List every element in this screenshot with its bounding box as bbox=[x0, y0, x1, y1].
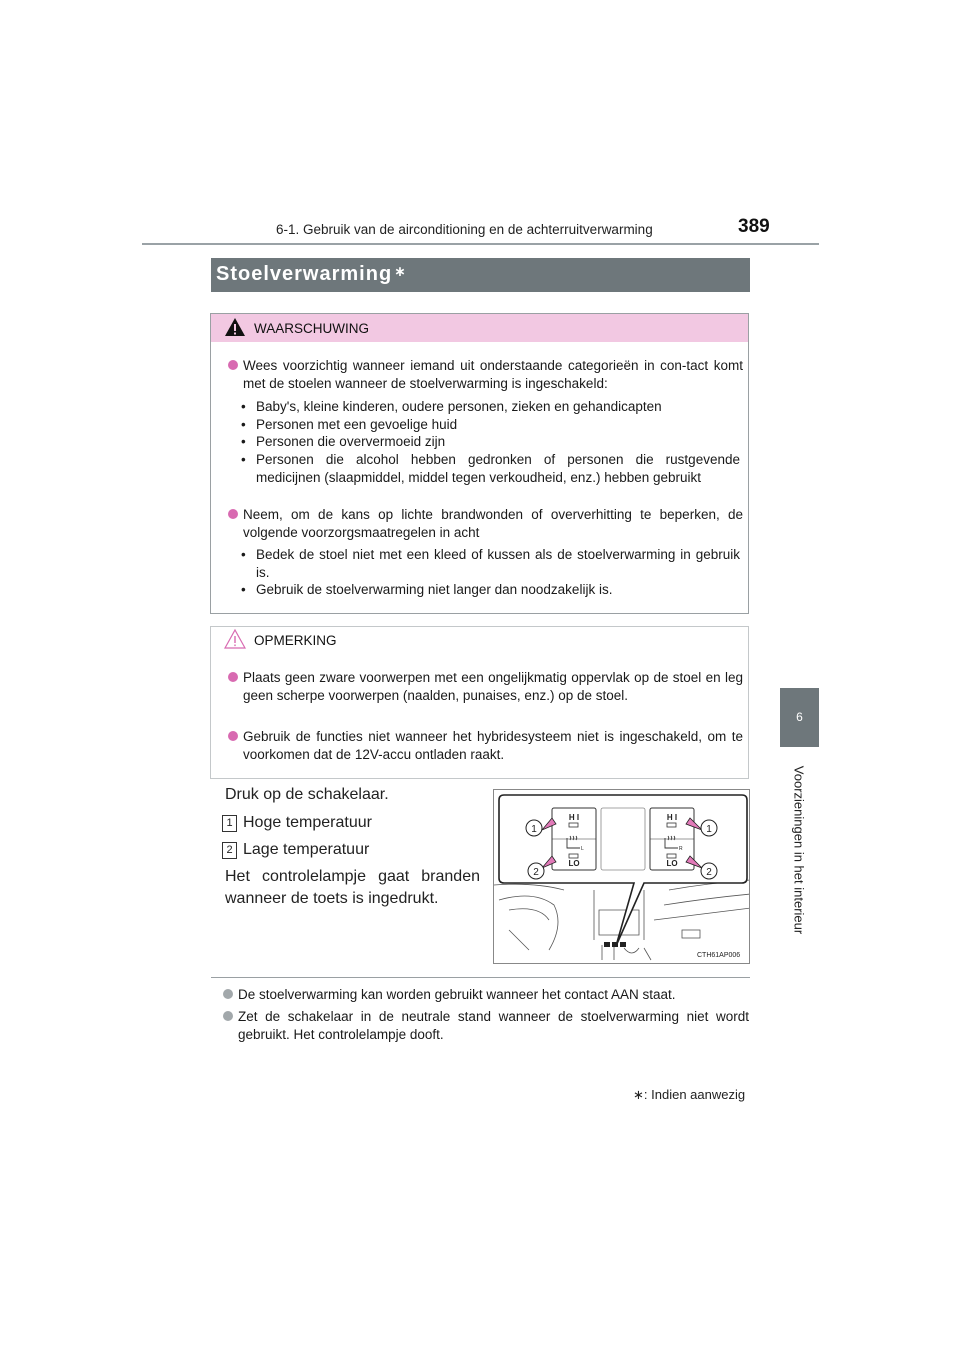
warning-sub-text: Personen met een gevoelige huid bbox=[256, 417, 458, 432]
callout-2-right: 2 bbox=[706, 867, 712, 878]
seat-heater-diagram bbox=[494, 790, 750, 964]
page-title bbox=[216, 263, 407, 286]
warning-sub-item: • Personen die alcohol hebben gedronken of personen die rustgevende medicijnen (slaapmiddel, middel tegen verkoudheid, enz.) hebben gebruikt bbox=[241, 452, 740, 485]
right-hi-label: H I bbox=[666, 813, 678, 822]
warning-title: WAARSCHUWING bbox=[254, 321, 369, 336]
page-title-text: Stoelverwarming bbox=[216, 263, 393, 285]
instruction-intro: Druk op de schakelaar. bbox=[225, 786, 389, 803]
warning-item-2 bbox=[243, 506, 743, 541]
bullet-icon bbox=[228, 509, 238, 519]
note-title: OPMERKING bbox=[254, 633, 337, 648]
note-item bbox=[243, 728, 743, 763]
section-heading: 6-1. Gebruik van de airconditioning en de achterruitverwarming bbox=[276, 222, 653, 237]
warning-triangle-icon bbox=[224, 316, 246, 343]
page-number: 389 bbox=[738, 216, 770, 237]
warning-sub-text: Baby's, kleine kinderen, oudere personen, zieken en gehandicapten bbox=[256, 399, 662, 414]
warning-item-1 bbox=[243, 357, 743, 392]
right-mark: R bbox=[679, 846, 683, 852]
callout-1-right: 1 bbox=[706, 824, 712, 835]
step-text-2: Lage temperatuur bbox=[243, 841, 370, 858]
seat-heater-illustration bbox=[493, 789, 750, 964]
warning-sub-item: • Gebruik de stoelverwarming niet langer dan noodzakelijk is. bbox=[241, 582, 613, 597]
chapter-label: Voorzieningen in het interieur bbox=[791, 765, 807, 935]
bullet-icon bbox=[223, 1011, 233, 1021]
illustration-code: CTH61AP006 bbox=[697, 952, 741, 959]
warning-sub-item: • Personen met een gevoelige huid bbox=[241, 417, 458, 432]
warning-sub-item: • Bedek de stoel niet met een kleed of kussen als de stoelverwarming in gebruik is. bbox=[241, 547, 740, 580]
bottom-note bbox=[238, 986, 749, 1004]
left-lo-label: LO bbox=[568, 859, 580, 868]
warning-sub-item: • Baby's, kleine kinderen, oudere personen, zieken en gehandicapten bbox=[241, 399, 662, 414]
warning-sub-text: Personen die alcohol hebben gedronken of personen die rustgevende medicijnen (slaapmiddel, middel tegen verkoudheid, enz.) hebben gebruikt bbox=[256, 452, 740, 485]
warning-sub-text: Personen die oververmoeid zijn bbox=[256, 434, 446, 449]
note-item-text: Gebruik de functies niet wanneer het hybridesysteem niet is ingeschakeld, om te voorkomen dat de 12V-accu ontladen raakt. bbox=[243, 729, 743, 762]
warning-sub-text: Bedek de stoel niet met een kleed of kussen als de stoelverwarming in gebruik is. bbox=[256, 547, 740, 580]
left-hi-label: H I bbox=[568, 813, 580, 822]
bottom-note bbox=[238, 1008, 749, 1043]
left-mark: L bbox=[581, 846, 584, 852]
bottom-note-text: Zet de schakelaar in de neutrale stand wanneer de stoelverwarming niet wordt gebruikt. Het controlelampje dooft. bbox=[238, 1009, 749, 1042]
instruction-line-1: Het controlelampje gaat branden bbox=[225, 868, 480, 885]
title-star: ∗ bbox=[394, 263, 407, 279]
warning-item-1-text: Wees voorzichtig wanneer iemand uit onderstaande categorieën in con-tact komt met de stoelen wanneer de stoelverwarming is ingeschakeld: bbox=[243, 358, 743, 391]
note-item bbox=[243, 669, 743, 704]
footnote-text: : Indien aanwezig bbox=[643, 1087, 746, 1102]
bullet-icon bbox=[228, 672, 238, 682]
instruction-line-2: wanneer de toets is ingedrukt. bbox=[225, 890, 439, 907]
caution-triangle-icon bbox=[224, 628, 246, 655]
note-item-text: Plaats geen zware voorwerpen met een ongelijkmatig oppervlak op de stoel en leg geen scherpe voorwerpen (naalden, punaises, enz.) op de stoel. bbox=[243, 670, 743, 703]
callout-1-left: 1 bbox=[531, 824, 537, 835]
bottom-note-text: De stoelverwarming kan worden gebruikt wanneer het contact AAN staat. bbox=[238, 987, 676, 1002]
warning-sub-text: Gebruik de stoelverwarming niet langer dan noodzakelijk is. bbox=[256, 582, 613, 597]
right-lo-label: LO bbox=[666, 859, 678, 868]
bullet-icon bbox=[228, 360, 238, 370]
bullet-icon bbox=[223, 989, 233, 999]
footnote bbox=[633, 1087, 745, 1103]
callout-2-left: 2 bbox=[533, 867, 539, 878]
warning-item-2-text: Neem, om de kans op lichte brandwonden of oververhitting te beperken, de volgende voorzorgsmaatregelen in acht bbox=[243, 507, 743, 540]
header-rule bbox=[142, 243, 819, 245]
section-divider bbox=[211, 977, 750, 978]
warning-sub-item: • Personen die oververmoeid zijn bbox=[241, 434, 446, 449]
step-number-1: 1 bbox=[222, 815, 237, 832]
footnote-star: ∗ bbox=[633, 1087, 644, 1102]
step-text-1: Hoge temperatuur bbox=[243, 814, 372, 831]
chapter-tab: 6 bbox=[780, 688, 819, 747]
bullet-icon bbox=[228, 731, 238, 741]
step-number-2: 2 bbox=[222, 842, 237, 859]
